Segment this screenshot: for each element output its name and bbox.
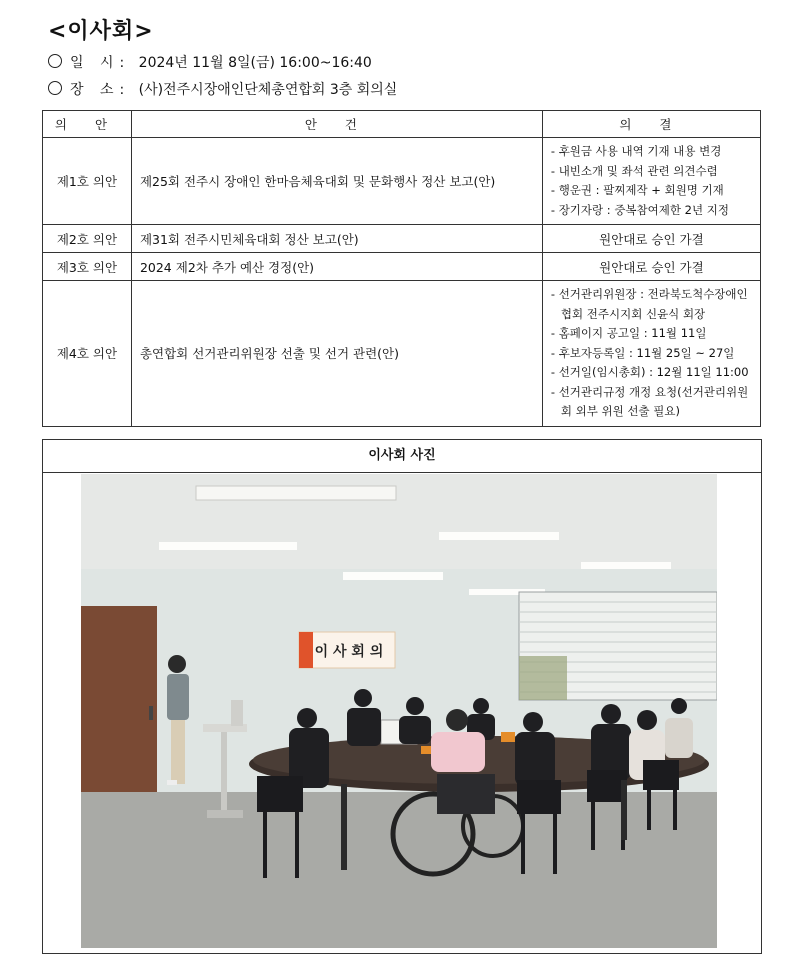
agenda-no: 제1호 의안 xyxy=(43,138,132,225)
table-row xyxy=(43,225,761,253)
resolution-line: - 홈페이지 공고일 : 11월 11일 xyxy=(550,326,707,340)
resolution-line: - 행운권 : 팔찌제작 + 회원명 기재 xyxy=(550,183,724,197)
resolution-line: - 선거일(임시총회) : 12월 11일 11:00 xyxy=(550,365,749,379)
agenda-item: 총연합회 선거관리위원장 선출 및 선거 관련(안) xyxy=(131,281,542,427)
bullet-circle-icon xyxy=(48,54,62,68)
page-title: <이사회> xyxy=(48,19,154,44)
table-row xyxy=(43,253,761,281)
column-header-agenda-item: 안 건 xyxy=(131,111,542,138)
resolution-line: - 선거관리위원장 : 전라북도척수장애인협회 전주시지회 신윤식 회장 xyxy=(550,287,748,321)
agenda-item: 2024 제2차 추가 예산 경정(안) xyxy=(131,253,542,281)
photo-section-heading: 이사회 사진 xyxy=(43,440,761,473)
resolution-line: - 후보자등록일 : 11월 25일 ~ 27일 xyxy=(550,345,735,360)
place-label: 장 소: xyxy=(70,82,131,98)
column-header-agenda-no: 의 안 xyxy=(43,111,132,138)
agenda-table xyxy=(42,110,761,427)
date-label: 일 시: xyxy=(70,55,131,71)
meeting-date xyxy=(48,52,372,72)
table-row xyxy=(43,138,761,225)
meeting-photo xyxy=(81,474,717,948)
resolution-line: - 내빈소개 및 좌석 관련 의견수렴 xyxy=(550,163,718,178)
resolution-line: - 후원금 사용 내역 기재 내용 변경 xyxy=(550,144,722,158)
column-header-resolution: 의 결 xyxy=(542,111,760,138)
agenda-no: 제4호 의안 xyxy=(43,281,132,427)
place-value: (사)전주시장애인단체총연합회 3층 회의실 xyxy=(138,82,398,98)
date-value: 2024년 11월 8일(금) 16:00~16:40 xyxy=(138,55,372,71)
resolution-line: - 선거관리규정 개정 요청(선거관리위원회 외부 위원 선출 필요) xyxy=(550,384,749,418)
meeting-place xyxy=(48,79,397,99)
resolution-line: - 장기자랑 : 중복참여제한 2년 지정 xyxy=(550,202,729,217)
agenda-resolution xyxy=(542,138,760,225)
meeting-photo-illustration xyxy=(81,474,717,948)
agenda-resolution: 원안대로 승인 가결 xyxy=(542,225,760,253)
table-header-row xyxy=(43,111,761,138)
agenda-item: 제31회 전주시민체육대회 정산 보고(안) xyxy=(131,225,542,253)
agenda-item: 제25회 전주시 장애인 한마음체육대회 및 문화행사 정산 보고(안) xyxy=(131,138,542,225)
table-row xyxy=(43,281,761,427)
agenda-no: 제3호 의안 xyxy=(43,253,132,281)
agenda-resolution xyxy=(542,281,760,427)
banner-text: 이 사 회 의 xyxy=(314,644,384,660)
agenda-no: 제2호 의안 xyxy=(43,225,132,253)
bullet-circle-icon xyxy=(48,81,62,95)
agenda-resolution: 원안대로 승인 가결 xyxy=(542,253,760,281)
photo-section xyxy=(42,439,762,954)
